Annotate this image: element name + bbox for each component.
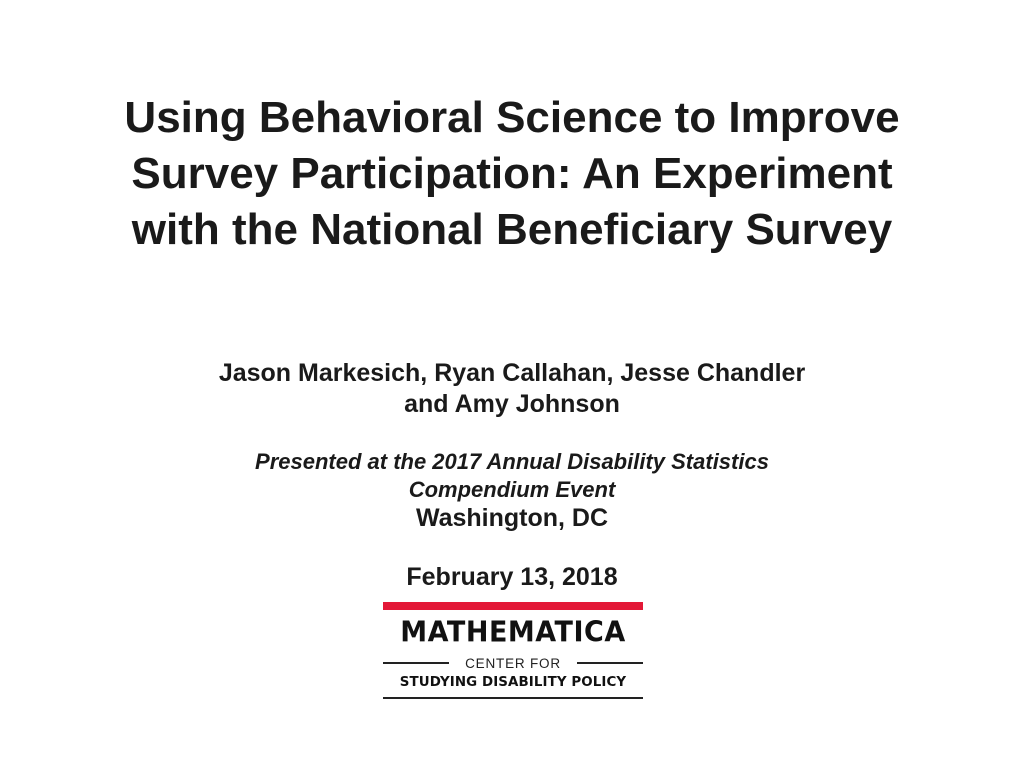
slide-title-line: Using Behavioral Science to Improve: [124, 93, 900, 142]
logo-subtitle: STUDYING DISABILITY POLICY: [399, 675, 627, 690]
slide-title-line: with the National Beneficiary Survey: [131, 205, 893, 254]
logo-wordmark: MATHEMATICA: [400, 616, 626, 649]
mathematica-logo: [383, 602, 643, 702]
authors-line: and Amy Johnson: [404, 390, 620, 418]
authors: [100, 358, 924, 420]
logo-center-row: [383, 654, 643, 672]
event-location: Washington, DC: [415, 504, 609, 532]
logo-bottom-rule: [383, 697, 643, 699]
event-date: February 13, 2018: [406, 563, 618, 591]
logo-center-text: CENTER FOR: [465, 655, 561, 671]
logo-right-rule: [577, 662, 643, 664]
slide-title: [60, 90, 964, 258]
presented-at-line: Presented at the 2017 Annual Disability Statistics: [255, 449, 769, 474]
logo-left-rule: [383, 662, 449, 664]
authors-line: Jason Markesich, Ryan Callahan, Jesse Chandler: [218, 359, 806, 387]
slide-title-line: Survey Participation: An Experiment: [131, 149, 893, 198]
presented-at: [100, 448, 924, 504]
logo-accent-bar: [383, 602, 643, 610]
presented-at-line: Compendium Event: [408, 477, 616, 502]
